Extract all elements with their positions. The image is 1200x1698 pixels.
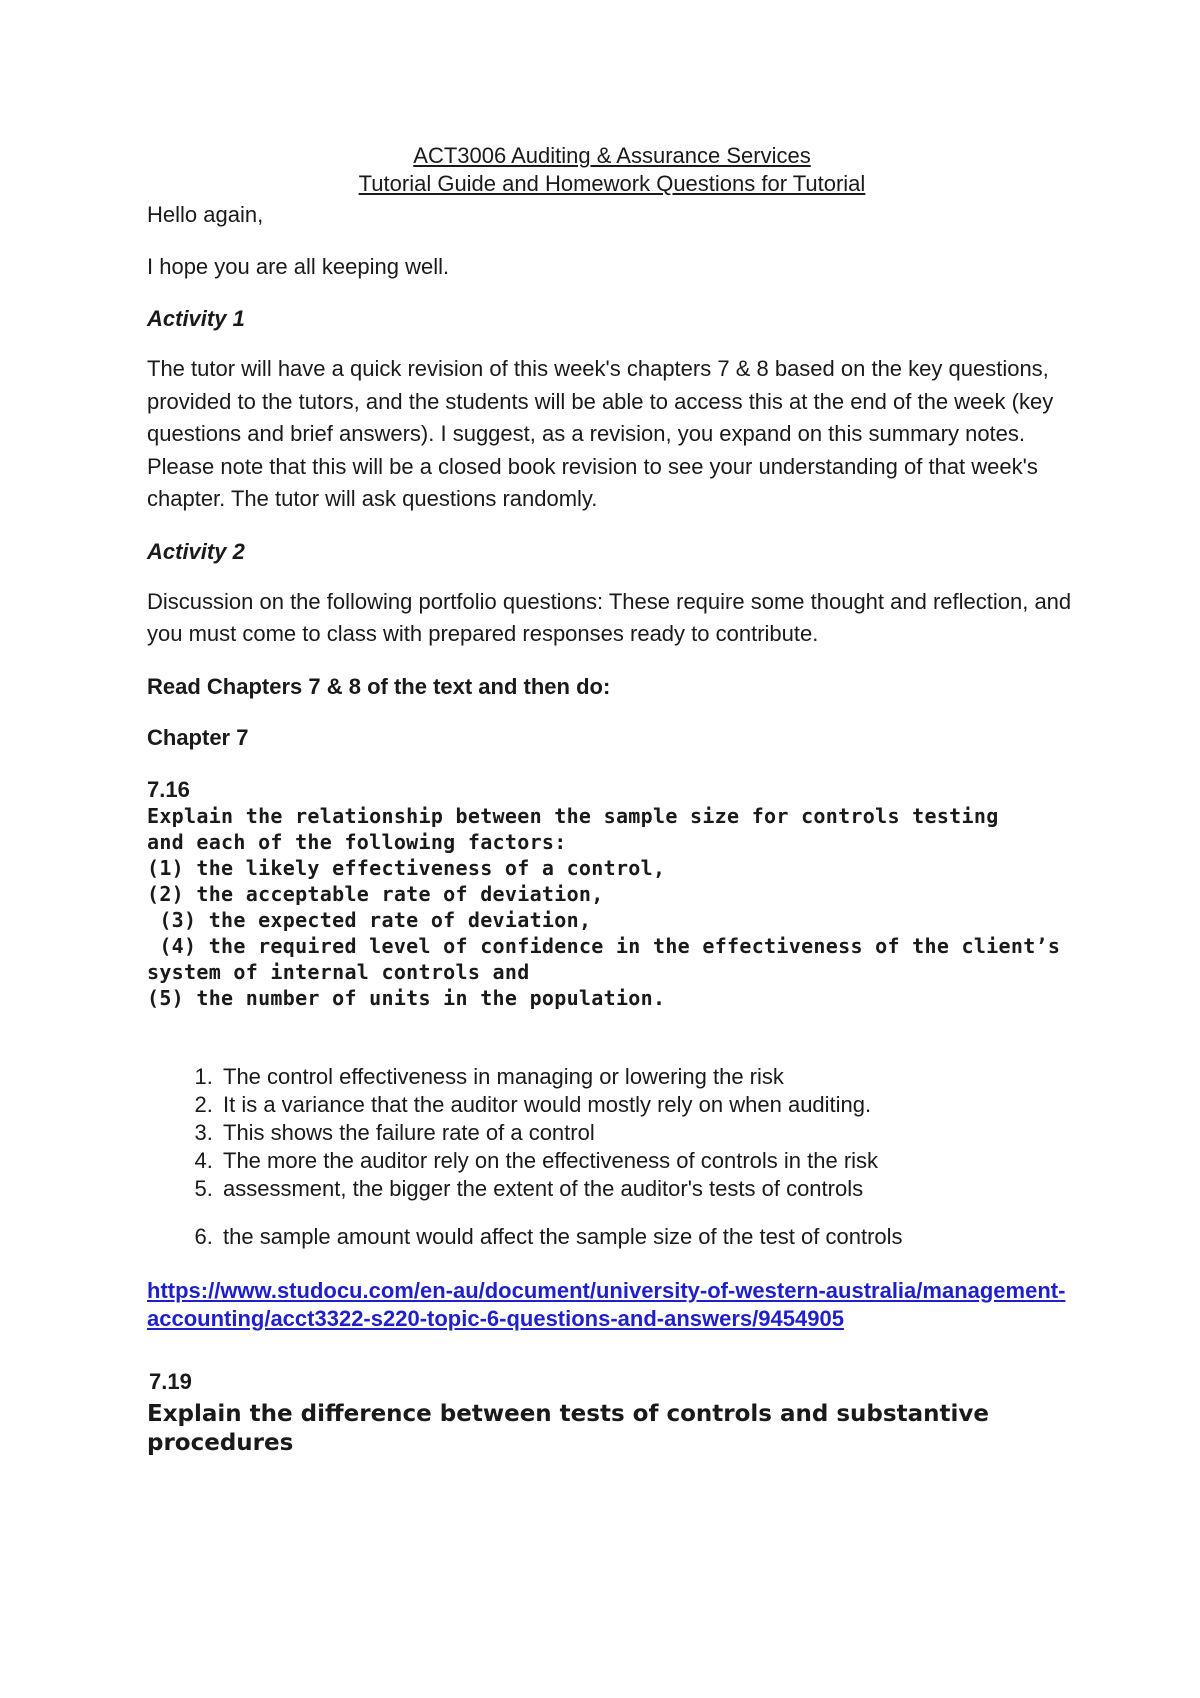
question-line: (2) the acceptable rate of deviation, [147,881,604,906]
activity-1-text: The tutor will have a quick revision of this week's chapters 7 & 8 based on the key questions, provided to the tutors, and the students will be able to access this at the end of the week (key questions and brief answers). I suggest, as a revision, you expand on this summary notes. Please note that this will be a closed book revision to see your understanding of that week's chapter. The tutor will ask questions randomly. [147,356,1054,511]
reference-link[interactable]: https://www.studocu.com/en-au/document/university-of-western-australia/management-accounting/acct3322-s220-topic-6-questions-and-answers/9454905 [147,1277,1066,1331]
answer-item: 4. The more the auditor rely on the effectiveness of controls in the risk [219,1147,1077,1175]
greeting: Hello again, [147,202,264,227]
question-7-16-number: 7.16 [147,776,190,802]
question-7-16-text [147,803,1077,1011]
activity-1-heading: Activity 1 [147,306,245,331]
question-line: (1) the likely effectiveness of a control, [147,855,666,880]
question-line: (3) the expected rate of deviation, [147,907,592,932]
question-line: and each of the following factors: [147,829,567,854]
question-7-19-number: 7.19 [149,1368,192,1394]
answer-item: 2. It is a variance that the auditor would mostly rely on when auditing. [219,1091,1077,1119]
read-instruction: Read Chapters 7 & 8 of the text and then do: [147,673,611,699]
question-line: Explain the relationship between the sample size for controls testing [147,803,999,828]
question-line: system of internal controls and [147,959,530,984]
question-line: (4) the required level of confidence in the effectiveness of the client’s [147,933,1061,958]
answer-item: 3. This shows the failure rate of a control [219,1119,1077,1147]
question-7-19-text: Explain the difference between tests of controls and substantive procedures [147,1400,989,1456]
answer-item: 5. assessment, the bigger the extent of the auditor's tests of controls [219,1175,1077,1203]
chapter-heading: Chapter 7 [147,724,249,750]
question-line: (5) the number of units in the population. [147,985,666,1010]
title-subtitle: Tutorial Guide and Homework Questions for Tutorial [358,171,866,196]
document-content [147,142,1077,1458]
answer-list [147,1063,1077,1251]
answer-item: 1. The control effectiveness in managing or lowering the risk [219,1063,1077,1091]
title-course: ACT3006 Auditing & Assurance Services [413,143,811,168]
activity-2-heading: Activity 2 [147,538,245,564]
document-title [147,142,1077,198]
activity-2-text: Discussion on the following portfolio questions: These require some thought and reflection, and you must come to class with prepared responses ready to contribute. [147,588,1072,646]
answer-item: 6. the sample amount would affect the sample size of the test of controls [219,1223,1077,1251]
hope-line: I hope you are all keeping well. [147,253,450,279]
